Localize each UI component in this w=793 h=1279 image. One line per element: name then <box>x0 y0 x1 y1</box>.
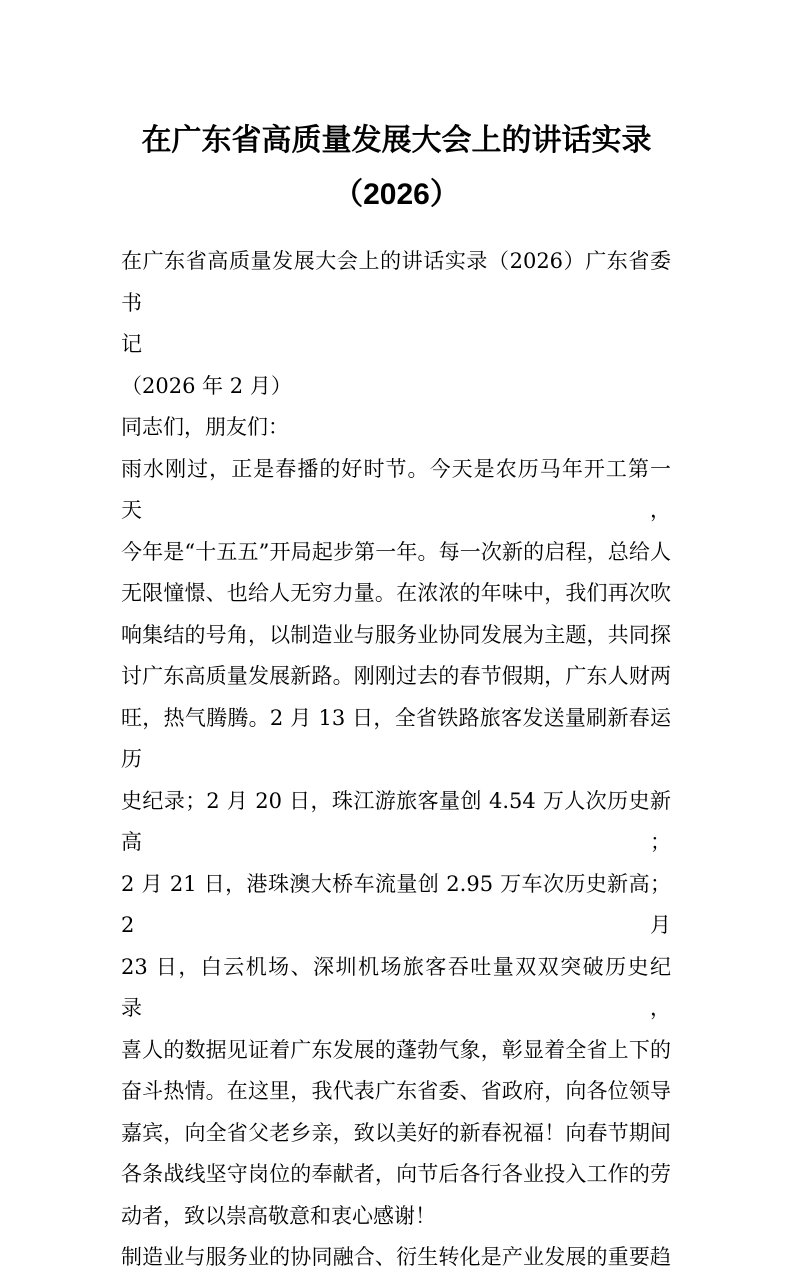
doc-line: 同志们，朋友们： <box>121 415 289 439</box>
doc-line: 23 日，白云机场、深圳机场旅客吞吐量双双突破历史纪录， <box>121 954 671 1020</box>
doc-line: 2 月 21 日，港珠澳大桥车流量创 2.95 万车次历史新高；2 月 <box>121 871 671 937</box>
doc-line: 今年是“十五五”开局起步第一年。每一次新的启程，总给人 <box>121 539 671 564</box>
doc-line: 旺，热气腾腾。2 月 13 日，全省铁路旅客发送量刷新春运历 <box>121 705 671 771</box>
doc-line: 喜人的数据见证着广东发展的蓬勃气象，彰显着全省上下的 <box>121 1037 671 1062</box>
doc-line: 记 <box>121 332 142 356</box>
doc-line: 制造业与服务业的协同融合、衍生转化是产业发展的重要趋 <box>121 1245 671 1269</box>
doc-line: 嘉宾，向全省父老乡亲，致以美好的新春祝福！向春节期间 <box>121 1120 671 1145</box>
title-line-2: （2026） <box>333 178 460 211</box>
doc-line: 动者，致以崇高敬意和衷心感谢！ <box>121 1203 436 1228</box>
doc-line: 各条战线坚守岗位的奉献者，向节后各行各业投入工作的劳 <box>121 1162 671 1186</box>
doc-line: 无限憧憬、也给人无穷力量。在浓浓的年味中，我们再次吹 <box>121 581 671 605</box>
doc-line: 响集结的号角，以制造业与服务业协同发展为主题，共同探 <box>121 622 671 647</box>
title-line-1: 在广东省高质量发展大会上的讲话实录 <box>141 124 652 157</box>
doc-line: 在广东省高质量发展大会上的讲话实录（2026）广东省委书 <box>121 249 671 315</box>
document-body <box>121 241 671 1279</box>
doc-line: 讨广东高质量发展新路。刚刚过去的春节假期，广东人财两 <box>121 664 671 688</box>
document-title <box>0 0 793 222</box>
doc-line: 奋斗热情。在这里，我代表广东省委、省政府，向各位领导 <box>121 1079 671 1103</box>
doc-line: （2026 年 2 月） <box>121 373 292 398</box>
doc-line: 史纪录；2 月 20 日，珠江游旅客量创 4.54 万人次历史新高； <box>121 788 671 854</box>
doc-line: 雨水刚过，正是春播的好时节。今天是农历马年开工第一天， <box>121 456 671 522</box>
